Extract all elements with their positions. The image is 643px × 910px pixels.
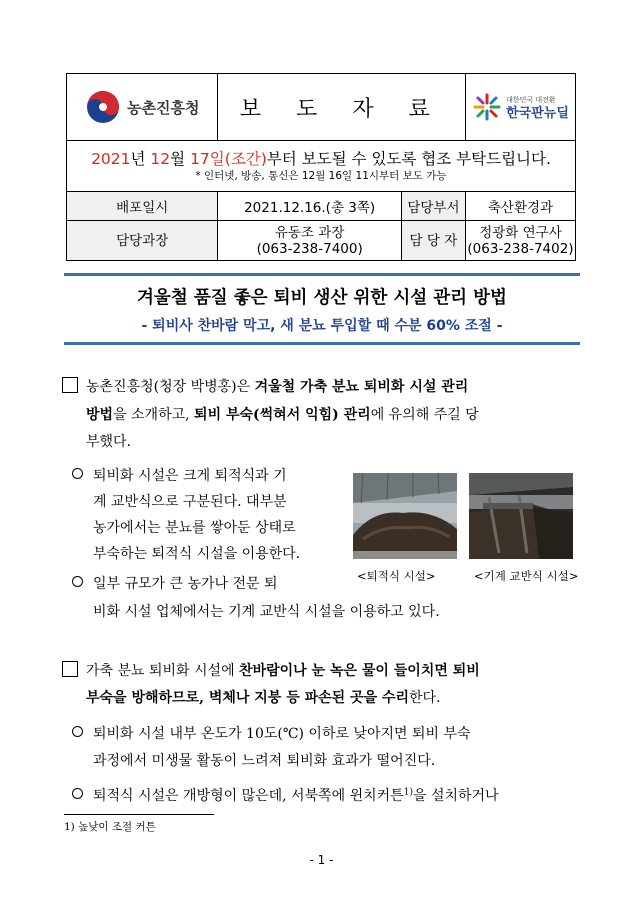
mechanical-agitator-photo (469, 473, 573, 559)
circle-bullet-icon (72, 788, 83, 799)
bullet1-line2: 계 교반식으로 구분된다. 대부분 (93, 494, 287, 510)
pile-facility-photo (353, 473, 457, 559)
new-deal-burst-icon (472, 92, 502, 122)
square-bullet-icon (62, 377, 78, 393)
bullet1-line4: 부숙하는 퇴적식 시설을 이용한다. (93, 546, 301, 562)
headline-rule-top (64, 273, 580, 276)
section1-line2: 방법을 소개하고, 퇴비 부숙(썩혀서 익힘) 관리에 유의해 주길 당 (86, 407, 479, 423)
dist-label: 배포일시 (67, 192, 218, 221)
section2-line1: 가축 분뇨 퇴비화 시설에 찬바람이나 눈 녹은 물이 들이치면 퇴비 (62, 660, 480, 680)
section1-line1: 농촌진흥청(청장 박병홍)은 겨울철 가축 분뇨 퇴비화 시설 관리 (62, 376, 468, 396)
section2-line2: 부숙을 방해하므로, 벽체나 지붕 등 파손된 곳을 수리한다. (86, 690, 441, 706)
section1-line3: 부했다. (86, 434, 132, 450)
page-number: - 1 - (309, 853, 334, 867)
bullet2-line1: 일부 규모가 큰 농가나 전문 퇴 (72, 573, 278, 593)
square-bullet-icon (62, 661, 78, 677)
taegeuk-logo-icon (85, 89, 121, 125)
bullet4-line1: 퇴적식 시설은 개방형이 많은데, 서북쪽에 윈치커튼$^{1)}$을 설치하거나 (72, 785, 499, 805)
footnote: 1) 높낮이 조절 커튼 (64, 821, 156, 833)
press-release-title: 보 도 자 료 (218, 74, 466, 141)
bullet1-line1: 퇴비화 시설은 크게 퇴적식과 기 (72, 465, 287, 485)
headline-subtitle: - 퇴비사 찬바람 막고, 새 분뇨 투입할 때 수분 60% 조절 - (141, 318, 503, 334)
circle-bullet-icon (72, 468, 83, 479)
dept-label: 담당부서 (401, 192, 465, 221)
headline-rule-bottom (64, 342, 580, 345)
headline-title: 겨울철 품질 좋은 퇴비 생산 위한 시설 관리 방법 (137, 288, 507, 308)
circle-bullet-icon (72, 576, 83, 587)
badge-small-text: 대한민국 대전환 (506, 96, 556, 104)
photo-caption-pile: <퇴적식 시설> (357, 569, 436, 583)
staff-label: 담 당 자 (401, 221, 465, 261)
bullet2-line2: 비화 시설 업체에서는 기계 교반식 시설을 이용하고 있다. (93, 604, 440, 620)
chief-contact: 유동조 과장 (063-238-7400) (218, 221, 401, 261)
chief-label: 담당과장 (67, 221, 218, 261)
dept-value: 축산환경과 (466, 192, 576, 221)
org-name: 농촌진흥청 (127, 98, 200, 117)
badge-big-text: 한국판뉴딜 (506, 106, 569, 121)
staff-contact: 정광화 연구사 (063-238-7402) (466, 221, 576, 261)
dist-value: 2021.12.16.(총 3쪽) (218, 192, 401, 221)
bullet3-line1: 퇴비화 시설 내부 온도가 10도(℃) 이하로 낮아지면 퇴비 부숙 (72, 723, 471, 743)
circle-bullet-icon (72, 726, 83, 737)
header-table (66, 73, 576, 261)
embargo-notice: 2021년 12월 17일(조간)부터 보도될 수 있도록 협조 부탁드립니다. * 인터넷, 방송, 통신은 12월 16일 11시부터 보도 가능 (67, 141, 576, 192)
embargo-sub-notice: * 인터넷, 방송, 통신은 12월 16일 11시부터 보도 가능 (195, 169, 447, 182)
bullet3-line2: 과정에서 미생물 활동이 느려져 퇴비화 효과가 떨어진다. (93, 753, 436, 769)
org-logo-cell (67, 74, 218, 141)
new-deal-logo-cell (466, 74, 576, 141)
photo-caption-agitator: <기계 교반식 시설> (474, 569, 579, 583)
footnote-rule (64, 814, 214, 815)
bullet1-line3: 농가에서는 분뇨를 쌓아둔 상태로 (93, 520, 296, 536)
